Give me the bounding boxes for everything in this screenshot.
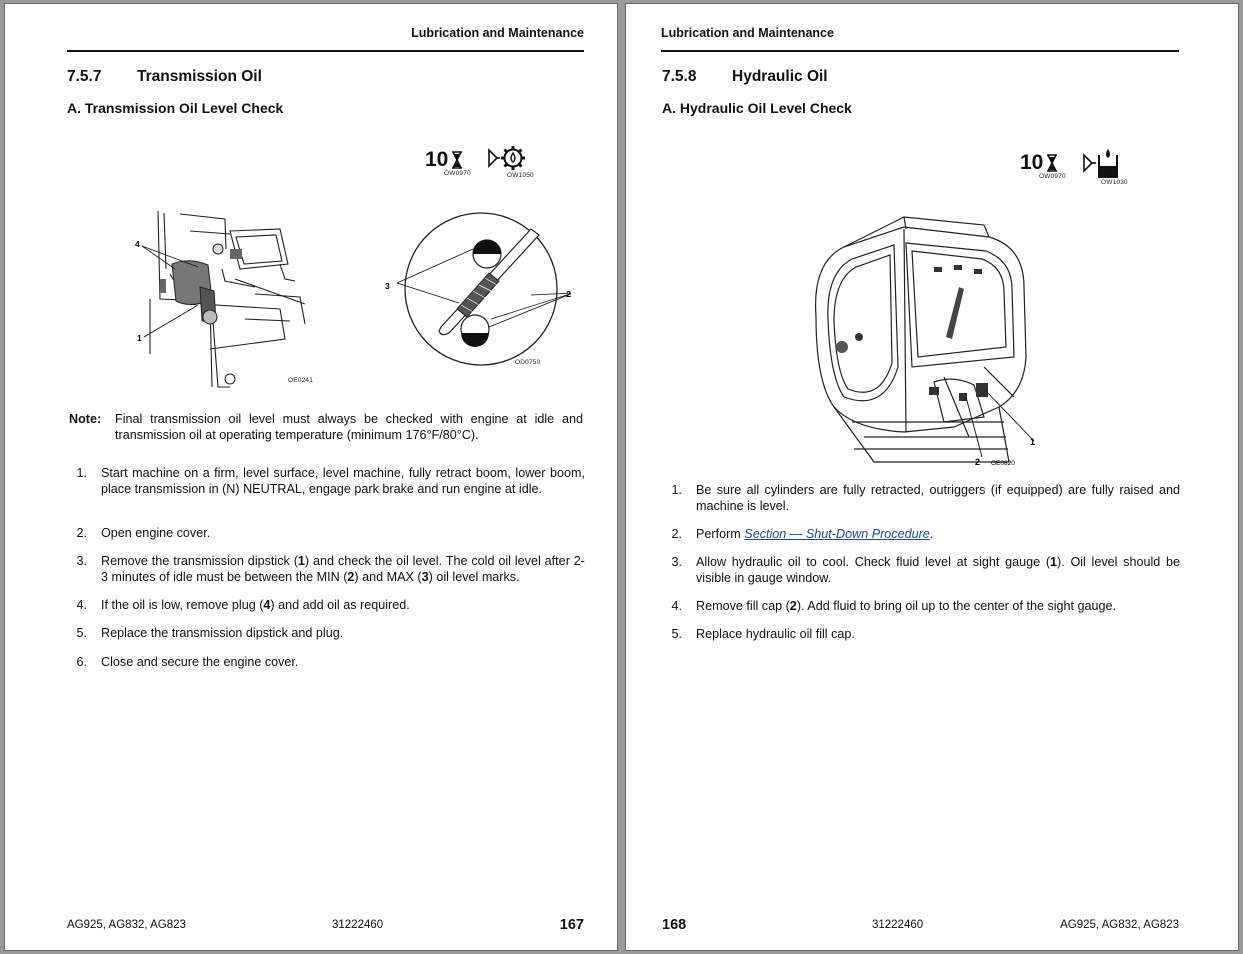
step-text-part: ) and add oil as required. — [270, 598, 410, 612]
hourglass-icon — [451, 151, 463, 169]
footer-models: AG925, AG832, AG823 — [1060, 919, 1179, 931]
callout-ref: 1 — [297, 554, 305, 568]
header-rule — [67, 50, 584, 52]
callout-ref: 3 — [421, 569, 429, 584]
step-text-part: Remove the transmission dipstick ( — [101, 554, 298, 568]
interval-code: OW0970 — [1039, 173, 1066, 180]
section-title: Transmission Oil — [137, 68, 262, 85]
page-number: 167 — [559, 917, 584, 933]
step-text-part: ) and MAX ( — [354, 569, 422, 584]
step-text: Start machine on a firm, level surface, level machine, fully retract boom, lower boom, place transmission in (N) NEUTRAL, engage park brake and run engine at idle. — [101, 466, 585, 496]
step-number: 3. — [76, 554, 87, 568]
hourglass-icon — [1046, 154, 1058, 172]
left-page — [4, 3, 618, 951]
step-text-part: . — [929, 527, 934, 541]
subsection-title: A. Transmission Oil Level Check — [67, 100, 284, 116]
right-page — [625, 3, 1239, 951]
shut-down-procedure-link[interactable]: Section — Shut-Down Procedure — [744, 527, 930, 541]
callout-2: 2 — [566, 289, 571, 299]
callout-4: 4 — [135, 239, 140, 249]
step-number: 5. — [76, 626, 87, 640]
step-number: 2. — [76, 526, 87, 540]
callout-2: 2 — [975, 457, 981, 467]
step-number: 1. — [76, 466, 87, 480]
step-number: 4. — [671, 599, 682, 613]
footer-doc-number: 31222460 — [332, 919, 384, 931]
hydraulic-sight-gauge-figure — [794, 207, 1044, 469]
step-text — [101, 554, 585, 585]
section-heading — [67, 68, 262, 86]
transmission-oil-symbol-icon — [487, 144, 527, 174]
hydraulic-oil-symbol-icon — [1082, 147, 1122, 179]
callout-1: 1 — [1029, 437, 1035, 447]
section-heading — [662, 68, 828, 86]
step-number: 1. — [671, 483, 682, 497]
step-text: Replace the transmission dipstick and plug. — [101, 626, 344, 640]
step-text — [696, 527, 1180, 543]
note-text: Final transmission oil level must always be checked with engine at idle and transmission oil at operating temperature (minimum 176°F/80°C). — [115, 412, 583, 442]
step-text-part: Perform — [696, 527, 745, 541]
page-header: Lubrication and Maintenance — [661, 26, 834, 40]
step-number: 6. — [76, 655, 87, 669]
callout-ref: 1 — [1050, 555, 1058, 569]
callout-3: 3 — [385, 281, 390, 291]
step-text-part: ). Add fluid to bring oil up to the center of the sight gauge. — [796, 599, 1117, 613]
step-text-part: ) and check the oil level. The cold oil level after 2-3 minutes of idle must be between the MIN ( — [101, 554, 585, 584]
step-text: Open engine cover. — [101, 526, 211, 540]
transmission-dipstick-figure — [130, 209, 320, 389]
subsection-title: A. Hydraulic Oil Level Check — [662, 100, 852, 116]
step-text-part: Remove fill cap ( — [696, 599, 790, 613]
dipstick-detail-figure — [381, 209, 571, 369]
section-title: Hydraulic Oil — [732, 68, 828, 85]
interval-value: 10 — [1020, 151, 1044, 174]
step-text: Replace hydraulic oil fill cap. — [696, 627, 855, 641]
step-text-part: ) oil level marks. — [428, 569, 520, 584]
symbol-code: OW1050 — [507, 172, 534, 179]
page-number: 168 — [662, 917, 687, 933]
step-number: 5. — [671, 627, 682, 641]
step-number: 2. — [671, 527, 682, 541]
interval-value: 10 — [425, 148, 449, 171]
figure2-code: OD0750 — [515, 359, 541, 366]
symbol-code: OW1030 — [1101, 179, 1128, 186]
step-text-part: ). Oil level should be visible in gauge window. — [696, 555, 1180, 585]
interval-code: OW0970 — [444, 170, 471, 177]
step-text: Close and secure the engine cover. — [101, 655, 299, 669]
step-text — [696, 599, 1180, 615]
step-text: Be sure all cylinders are fully retracted, outriggers (if equipped) are fully raised and machine is level. — [696, 483, 1180, 513]
section-number: 7.5.7 — [67, 68, 102, 85]
header-rule — [661, 50, 1179, 52]
footer-models: AG925, AG832, AG823 — [67, 919, 186, 931]
step-number: 3. — [671, 555, 682, 569]
footer-doc-number: 31222460 — [872, 919, 924, 931]
page-header: Lubrication and Maintenance — [411, 26, 584, 40]
section-number: 7.5.8 — [662, 68, 697, 85]
step-text-part: If the oil is low, remove plug ( — [101, 598, 264, 612]
callout-ref: 2 — [347, 569, 355, 584]
callout-ref: 2 — [789, 599, 797, 613]
step-text — [101, 598, 585, 614]
step-text — [696, 555, 1180, 586]
figure1-code: OE0241 — [288, 377, 314, 384]
step-number: 4. — [76, 598, 87, 612]
figure-code: OE0820 — [991, 460, 1015, 467]
note-label: Note: — [69, 412, 102, 426]
step-text-part: Allow hydraulic oil to cool. Check fluid level at sight gauge ( — [696, 555, 1051, 569]
callout-1: 1 — [137, 333, 142, 343]
callout-ref: 4 — [263, 598, 271, 612]
